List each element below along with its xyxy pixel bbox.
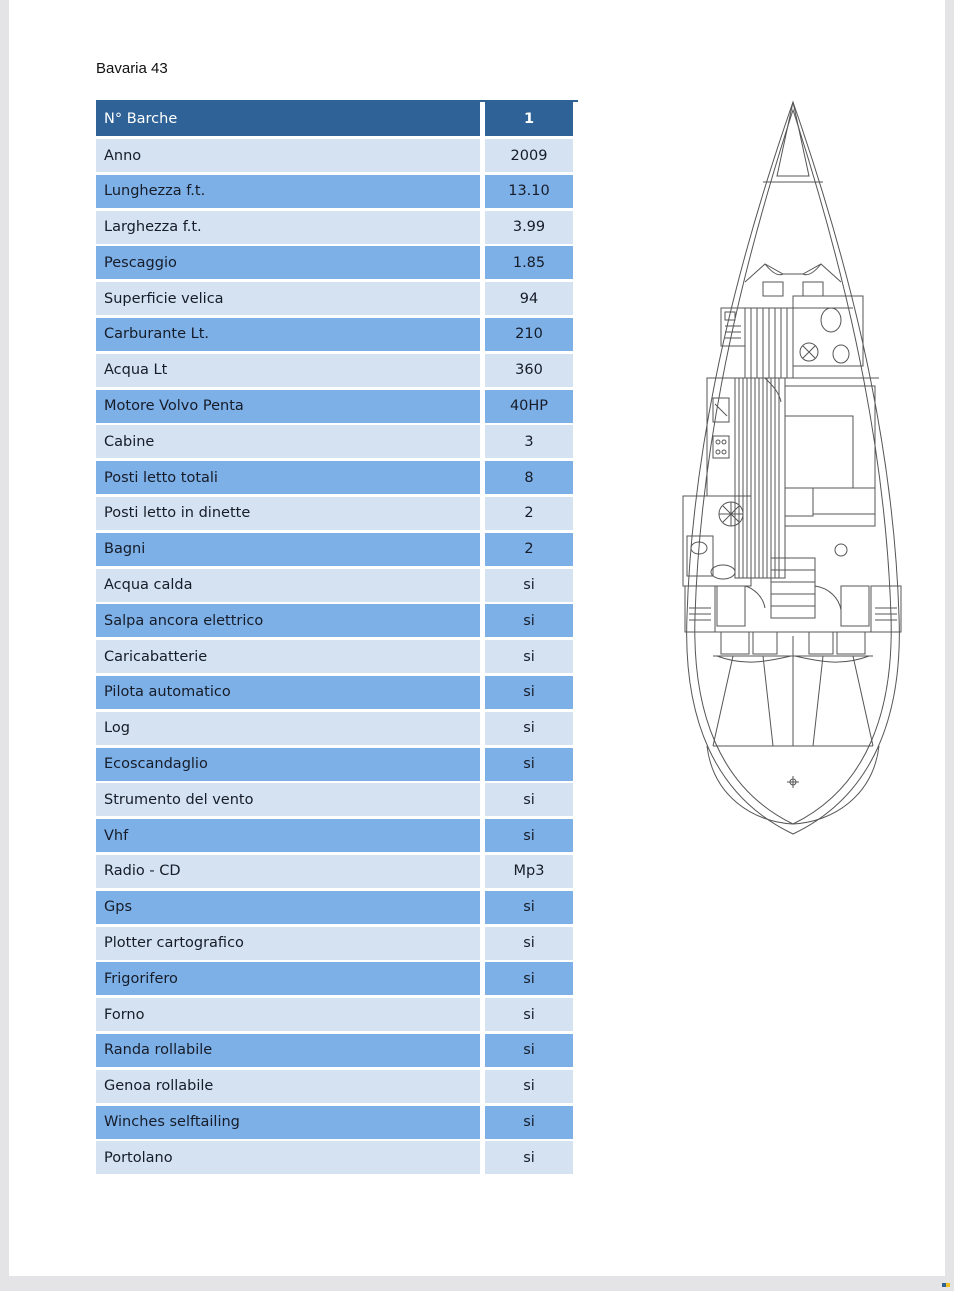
- row-label: Acqua calda: [96, 569, 480, 602]
- row-label: Bagni: [96, 533, 480, 566]
- row-value: 2: [485, 533, 573, 566]
- row-value: 360: [485, 354, 573, 387]
- row-value: si: [485, 748, 573, 781]
- table-row: [96, 317, 574, 353]
- table-row: [96, 532, 574, 568]
- table-row: [96, 1140, 574, 1176]
- row-value: 40HP: [485, 390, 573, 423]
- row-label: Frigorifero: [96, 962, 480, 995]
- row-label: Radio - CD: [96, 855, 480, 888]
- row-value: si: [485, 1141, 573, 1174]
- table-row: [96, 353, 574, 389]
- row-value: si: [485, 640, 573, 673]
- table-row: [96, 890, 574, 926]
- header-value: 1: [485, 101, 573, 136]
- header-top-rule: [96, 100, 578, 102]
- row-label: Anno: [96, 139, 480, 172]
- row-label: Posti letto totali: [96, 461, 480, 494]
- row-label: Log: [96, 712, 480, 745]
- table-row: [96, 603, 574, 639]
- row-value: 2009: [485, 139, 573, 172]
- row-value: si: [485, 891, 573, 924]
- table-row: [96, 568, 574, 604]
- table-row: [96, 389, 574, 425]
- table-row: [96, 424, 574, 460]
- table-row: [96, 281, 574, 317]
- row-value: si: [485, 927, 573, 960]
- table-row: [96, 711, 574, 747]
- row-value: si: [485, 569, 573, 602]
- row-label: Pilota automatico: [96, 676, 480, 709]
- row-label: Genoa rollabile: [96, 1070, 480, 1103]
- row-value: 13.10: [485, 175, 573, 208]
- row-value: 2: [485, 497, 573, 530]
- table-row: [96, 245, 574, 281]
- row-label: Pescaggio: [96, 246, 480, 279]
- table-row: [96, 675, 574, 711]
- row-label: Caricabatterie: [96, 640, 480, 673]
- document-title: Bavaria 43: [96, 60, 168, 77]
- row-value: si: [485, 819, 573, 852]
- row-label: Salpa ancora elettrico: [96, 604, 480, 637]
- table-row: [96, 961, 574, 997]
- table-row: [96, 1069, 574, 1105]
- row-value: si: [485, 1070, 573, 1103]
- row-label: Vhf: [96, 819, 480, 852]
- row-value: si: [485, 998, 573, 1031]
- table-row: [96, 926, 574, 962]
- header-label: N° Barche: [96, 101, 480, 136]
- row-value: si: [485, 962, 573, 995]
- row-value: 3: [485, 425, 573, 458]
- table-row: [96, 174, 574, 210]
- row-value: Mp3: [485, 855, 573, 888]
- corner-mark: [942, 1272, 950, 1276]
- row-label: Portolano: [96, 1141, 480, 1174]
- row-label: Winches selftailing: [96, 1106, 480, 1139]
- table-row: [96, 639, 574, 675]
- row-value: si: [485, 1106, 573, 1139]
- row-value: 1.85: [485, 246, 573, 279]
- row-value: 8: [485, 461, 573, 494]
- row-value: 3.99: [485, 211, 573, 244]
- boat-layout-plan-icon: [673, 96, 913, 841]
- row-value: 210: [485, 318, 573, 351]
- table-row: [96, 460, 574, 496]
- row-label: Superficie velica: [96, 282, 480, 315]
- document-page: [9, 0, 945, 1276]
- row-label: Ecoscandaglio: [96, 748, 480, 781]
- row-value: si: [485, 676, 573, 709]
- table-row: [96, 496, 574, 532]
- table-row: [96, 1033, 574, 1069]
- table-row: [96, 782, 574, 818]
- row-label: Forno: [96, 998, 480, 1031]
- table-row: [96, 818, 574, 854]
- table-header-row: [96, 100, 574, 138]
- row-label: Randa rollabile: [96, 1034, 480, 1067]
- row-label: Plotter cartografico: [96, 927, 480, 960]
- table-row: [96, 747, 574, 783]
- row-value: si: [485, 712, 573, 745]
- row-label: Gps: [96, 891, 480, 924]
- row-value: si: [485, 1034, 573, 1067]
- row-label: Acqua Lt: [96, 354, 480, 387]
- row-label: Larghezza f.t.: [96, 211, 480, 244]
- row-label: Strumento del vento: [96, 783, 480, 816]
- table-row: [96, 210, 574, 246]
- row-label: Carburante Lt.: [96, 318, 480, 351]
- row-label: Cabine: [96, 425, 480, 458]
- row-value: 94: [485, 282, 573, 315]
- specs-table: [96, 100, 574, 1176]
- row-value: si: [485, 783, 573, 816]
- table-row: [96, 854, 574, 890]
- row-label: Motore Volvo Penta: [96, 390, 480, 423]
- table-row: [96, 1105, 574, 1141]
- row-label: Posti letto in dinette: [96, 497, 480, 530]
- table-row: [96, 997, 574, 1033]
- row-label: Lunghezza f.t.: [96, 175, 480, 208]
- row-value: si: [485, 604, 573, 637]
- table-row: [96, 138, 574, 174]
